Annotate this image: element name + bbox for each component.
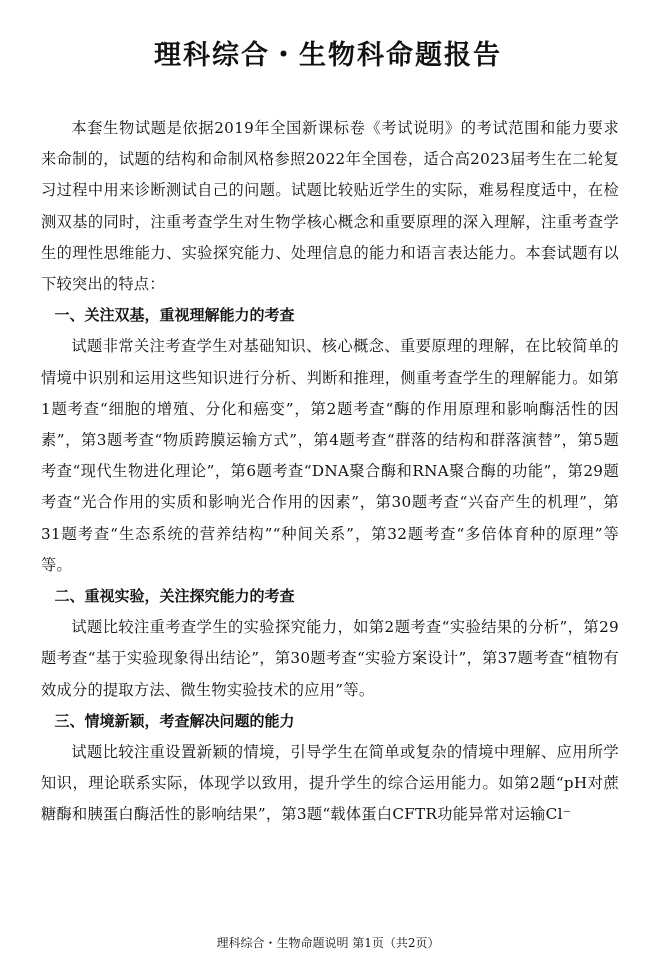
section-2-paragraph: 试题比较注重考查学生的实验探究能力，如第2题考查“实验结果的分析”，第29题考查“基于实验现象得出结论”，第30题考查“实验方案设计”，第37题考查“植物有效成分的提取方法、微生物实验技术的应用”等。 bbox=[41, 618, 619, 699]
section-heading-1: 一、关注双基，重视理解能力的考查 bbox=[54, 306, 295, 325]
document-body bbox=[41, 113, 619, 831]
page-footer: 理科综合・生物命题说明 第1页（共2页） bbox=[216, 936, 440, 950]
section-1-paragraph: 试题非常关注考查学生对基础知识、核心概念、重要原理的理解，在比较简单的情境中识别和运用这些知识进行分析、判断和推理，侧重考查学生的理解能力。如第1题考查“细胞的增殖、分化和癌变”，第2题考查“酶的作用原理和影响酶活性的因素”，第3题考查“物质跨膜运输方式”，第4题考查“群落的结构和群落演替”，第5题考查“现代生物进化理论”，第6题考查“DNA聚合酶和RNA聚合酶的功能”，第29题考查“光合作用的实质和影响光合作用的因素”，第30题考查“兴奋产生的机理”，第31题考查“生态系统的营养结构”“种间关系”，第32题考查“多倍体育种的原理”等等。 bbox=[41, 337, 619, 574]
page-title: 理科综合・生物科命题报告 bbox=[154, 40, 502, 71]
section-heading-2: 二、重视实验，关注探究能力的考查 bbox=[54, 587, 295, 606]
section-3-paragraph: 试题比较注重设置新颖的情境，引导学生在简单或复杂的情境中理解、应用所学知识，理论联系实际，体现学以致用，提升学生的综合运用能力。如第2题“pH对蔗糖酶和胰蛋白酶活性的影响结果”，第3题“载体蛋白CFTR功能异常对运输Cl⁻ bbox=[41, 743, 619, 824]
intro-paragraph: 本套生物试题是依据2019年全国新课标卷《考试说明》的考试范围和能力要求来命制的，试题的结构和命制风格参照2022年全国卷，适合高2023届考生在二轮复习过程中用来诊断测试自己的问题。试题比较贴近学生的实际，难易程度适中，在检测双基的同时，注重考查学生对生物学核心概念和重要原理的深入理解，注重考查学生的理性思维能力、实验探究能力、处理信息的能力和语言表达能力。本套试题有以下较突出的特点： bbox=[41, 119, 619, 294]
section-heading-3: 三、情境新颖，考查解决问题的能力 bbox=[54, 711, 295, 730]
